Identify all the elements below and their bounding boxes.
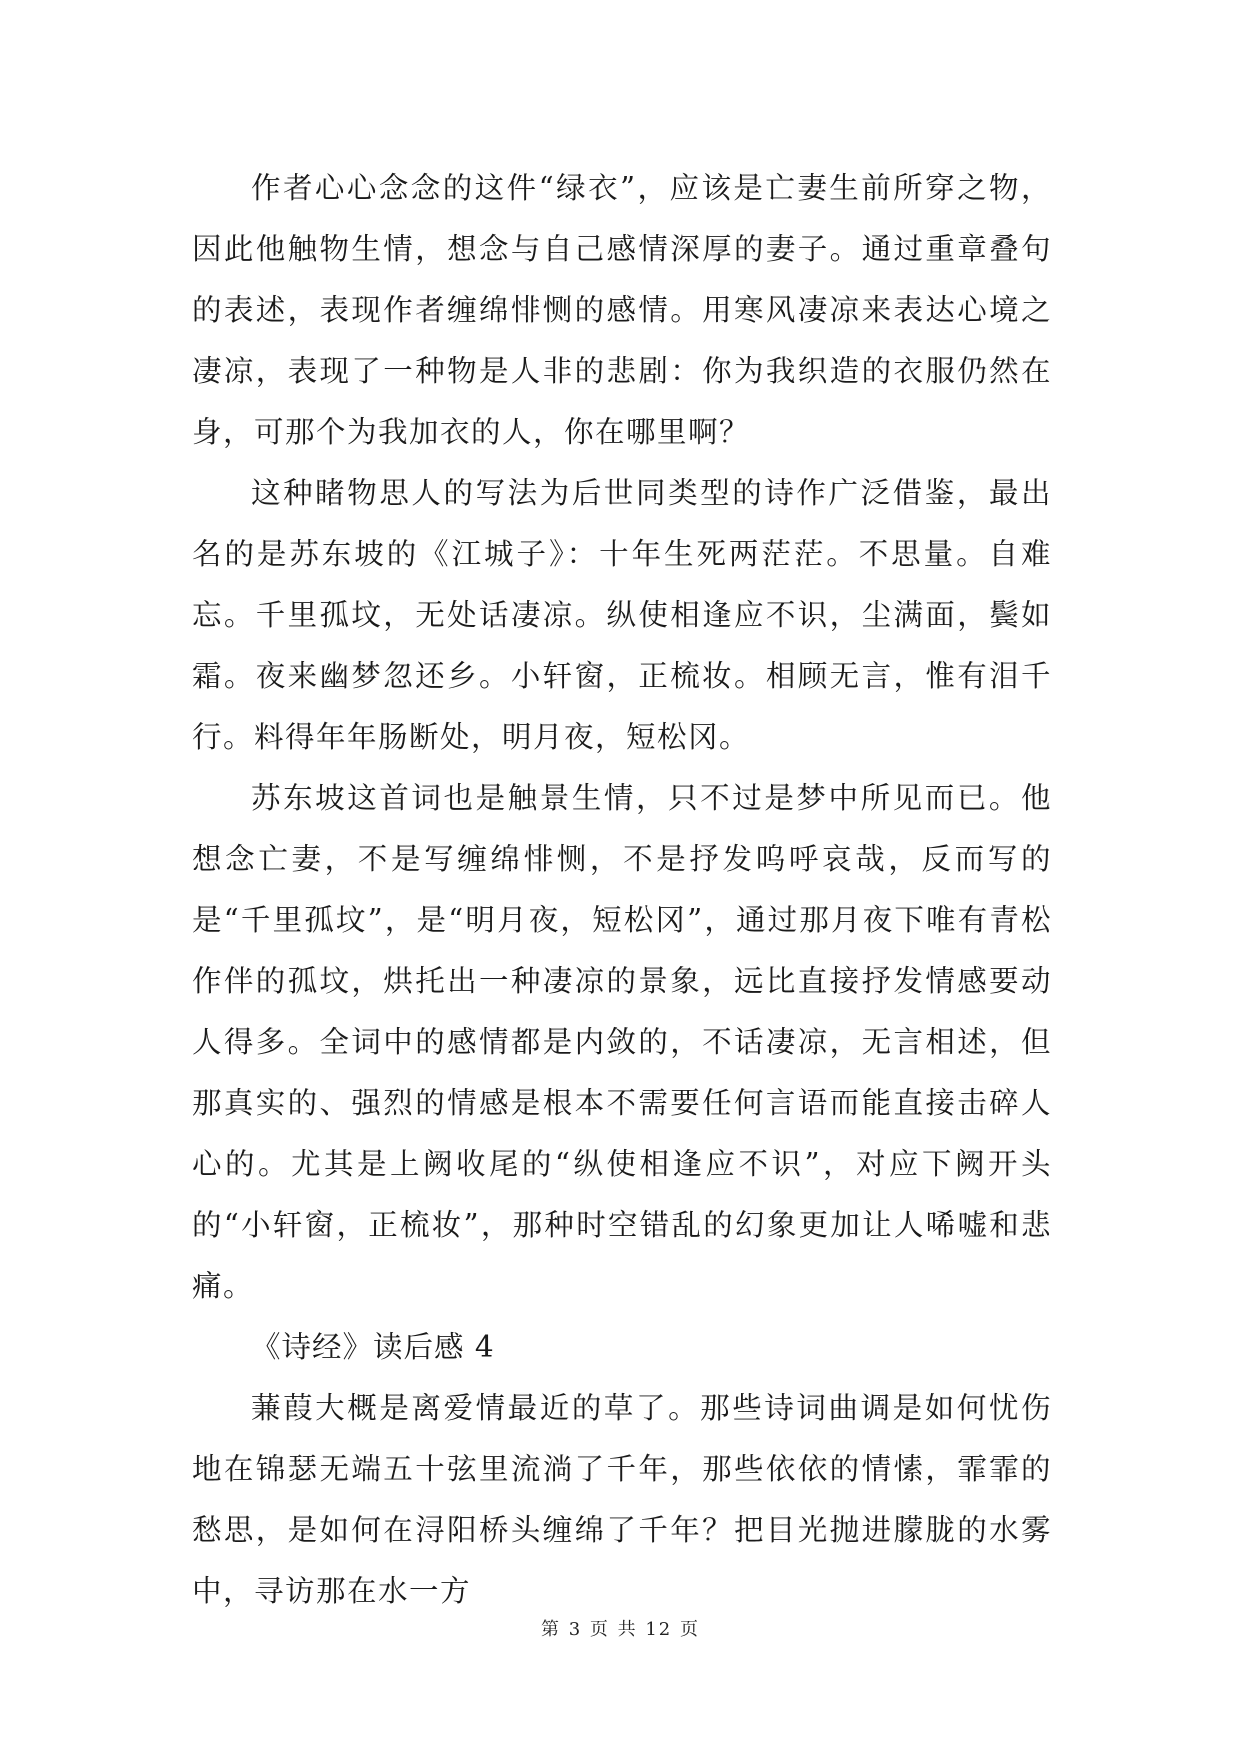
section-heading: 《诗经》读后感 4	[251, 1330, 495, 1364]
paragraph-3: 苏东坡这首词也是触景生情，只不过是梦中所见而已。他想念亡妻，不是写缠绵悱恻，不是抒发呜呼哀哉，反而写的是“千里孤坟”，是“明月夜，短松冈”，通过那月夜下唯有青松作伴的孤坟，烘托出一种凄凉的景象，远比直接抒发情感要动人得多。全词中的感情都是内敛的，不话凄凉，无言相述，但那真实的、强烈的情感是根本不需要任何言语而能直接击碎人心的。尤其是上阙收尾的“纵使相逢应不识”，对应下阙开头的“小轩窗，正梳妆”，那种时空错乱的幻象更加让人唏嘘和悲痛。	[192, 781, 1052, 1303]
paragraph-2: 这种睹物思人的写法为后世同类型的诗作广泛借鉴，最出名的是苏东坡的《江城子》：十年生死两茫茫。不思量。自难忘。千里孤坟，无处话凄凉。纵使相逢应不识，尘满面，鬓如霜。夜来幽梦忽还乡。小轩窗，正梳妆。相顾无言，惟有泪千行。料得年年肠断处，明月夜，短松冈。	[192, 476, 1052, 754]
paragraph-1: 作者心心念念的这件“绿衣”，应该是亡妻生前所穿之物，因此他触物生情，想念与自己感情深厚的妻子。通过重章叠句的表述，表现作者缠绵悱恻的感情。用寒风凄凉来表达心境之凄凉，表现了一种物是人非的悲剧：你为我织造的衣服仍然在身，可那个为我加衣的人，你在哪里啊？	[192, 171, 1052, 449]
paragraph-4: 蒹葭大概是离爱情最近的草了。那些诗词曲调是如何忧伤地在锦瑟无端五十弦里流淌了千年，那些依依的情愫，霏霏的愁思，是如何在浔阳桥头缠绵了千年？把目光抛进朦胧的水雾中，寻访那在水一方	[192, 1391, 1052, 1608]
body-text	[192, 158, 1052, 1622]
page-footer: 第 3 页 共 12 页	[541, 1619, 700, 1640]
